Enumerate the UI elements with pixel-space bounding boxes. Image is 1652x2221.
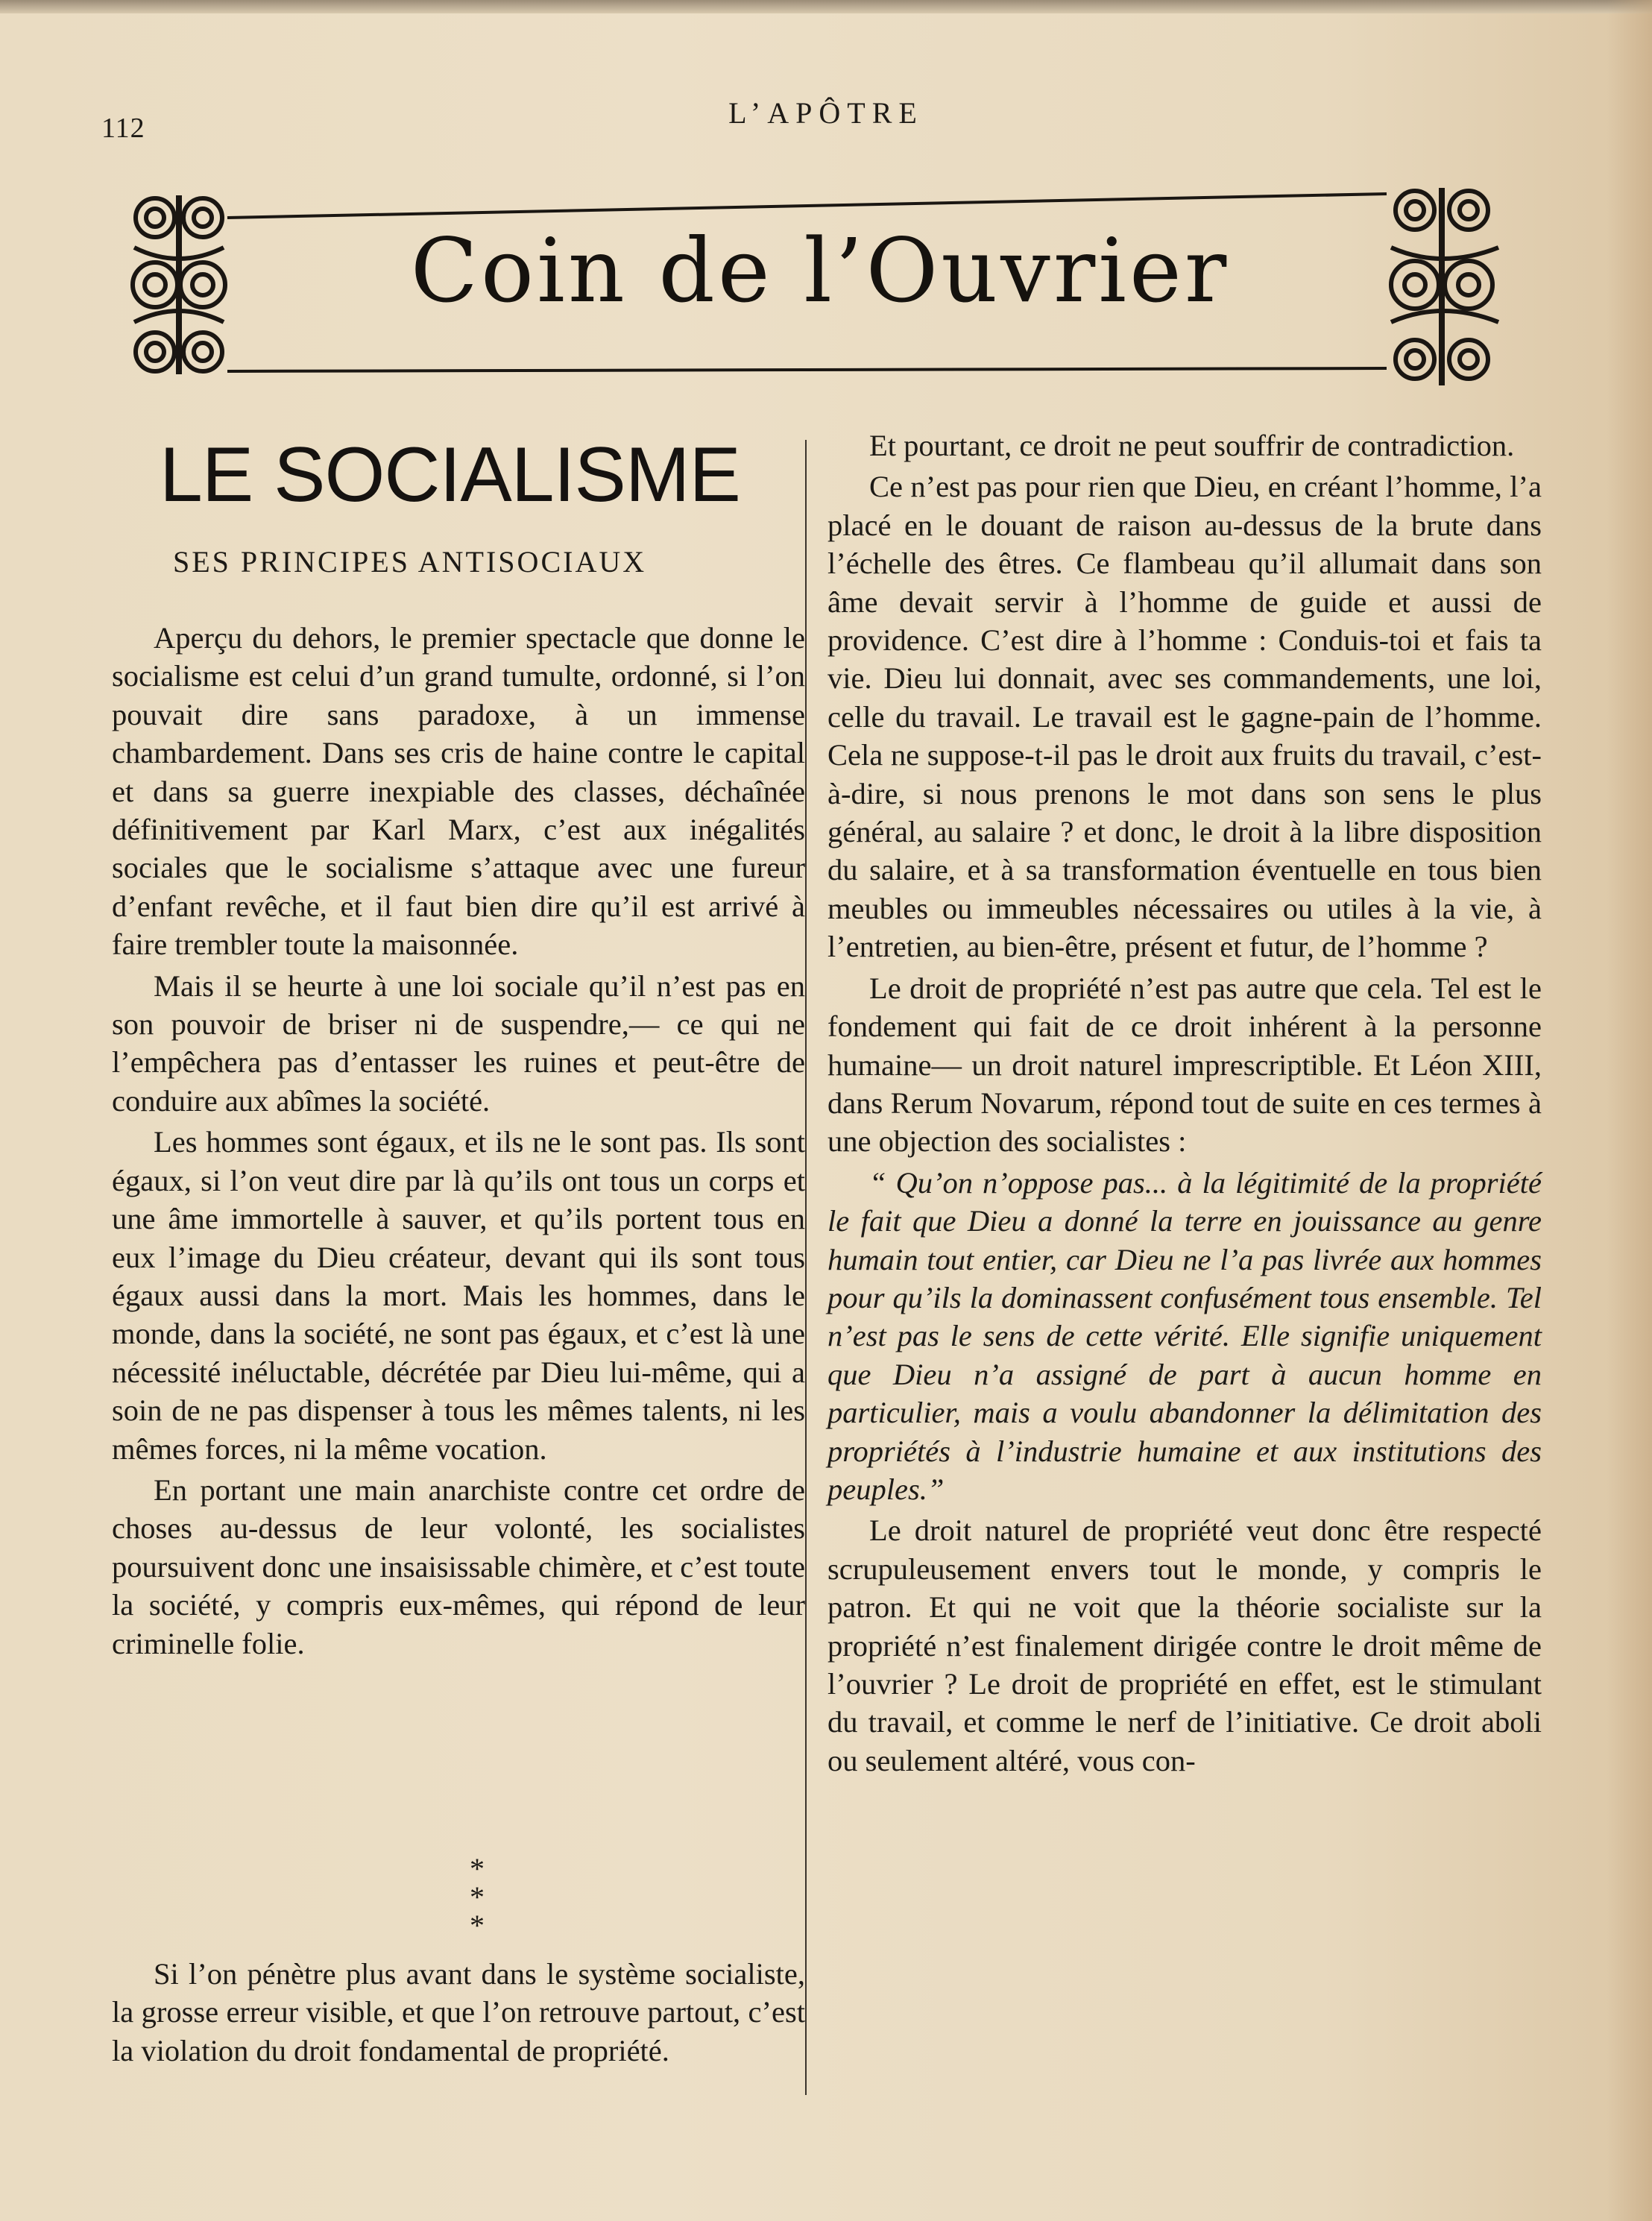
left-paragraph: Aperçu du dehors, le premier spectacle que donne le socialisme est celui d’un grand tumulte, ordonné, si l’on pouvait dire sans paradoxe, à un immense chambardement. Dans ses cris de haine contre le capital et dans sa guerre inexpiable des classes, déchaînée définitivement par Karl Marx, c’est aux inégalités sociales que le socialisme s’attaque avec une fureur d’enfant revêche, et il faut bien dire qu’il est arrivé à faire trembler toute la maisonnée. bbox=[112, 621, 805, 962]
encyclical-quote: “ Qu’on n’oppose pas... à la légitimité de la propriété le fait que Dieu a donné la terre en jouissance au genre humain tout entier, car Dieu ne l’a pas livrée aux hommes pour qu’ils la dominassent confusément tous ensemble. Tel n’est pas le sens de cette vérité. Elle signifie uniquement que Dieu n’a assigné de part à aucun homme en particulier, mais a voulu abandonner la délimitation des propriétés à l’industrie humaine et aux institutions des peuples.” bbox=[827, 1165, 1542, 1506]
left-paragraph: Mais il se heurte à une loi sociale qu’il n’est pas en son pouvoir de briser ni de suspendre,— ce qui ne l’empêchera pas d’entasser les ruines et peut-être de conduire aux abîmes la société. bbox=[112, 968, 805, 1118]
section-break-asterism bbox=[432, 1852, 522, 1942]
right-paragraph: Le droit de propriété n’est pas autre que cela. Tel est le fondement qui fait de ce droit inhérent à la personne humaine— un droit naturel imprescriptible. Et Léon XIII, dans Rerum Novarum, répond tout de suite en ces termes à une objection des socialistes : bbox=[827, 971, 1542, 1159]
page-right-edge-shadow bbox=[1607, 0, 1652, 2221]
right-column bbox=[827, 426, 1542, 1780]
section-banner bbox=[119, 173, 1521, 397]
left-column bbox=[112, 619, 805, 1663]
running-head: L’APÔTRE bbox=[728, 96, 924, 130]
left-paragraph: Les hommes sont égaux, et ils ne le sont pas. Ils sont égaux, si l’on veut dire par là qu’ils ont tous un corps et une âme immortelle à sauver, et qu’ils portent tous en eux l’image du Dieu créateur, devant qui ils sont tous égaux aussi dans la mort. Mais les hommes, dans le monde, dans la société, ne sont pas égaux, et c’est là une nécessité inéluctable, décrétée par Dieu lui-même, qui a soin de ne pas dispenser à tous les mêmes talents, ni les mêmes forces, ni la même vocation. bbox=[112, 1125, 805, 1466]
page-top-edge bbox=[0, 0, 1652, 13]
asterism-bottom: * * bbox=[470, 1880, 504, 1942]
left-paragraph: En portant une main anarchiste contre cet ordre de choses au-dessus de leur volonté, les socialistes poursuivent donc une insaisissable chimère, et c’est toute la société, y compris eux-mêmes, qui répond de leur criminelle folie. bbox=[112, 1472, 805, 1660]
asterism-top: * bbox=[470, 1852, 485, 1886]
banner-title: Coin de l’Ouvrier bbox=[410, 219, 1230, 322]
article-headline: LE SOCIALISME bbox=[160, 432, 740, 518]
banner-bottom-rule bbox=[227, 368, 1387, 371]
left-column-continued bbox=[112, 1955, 805, 2070]
column-divider bbox=[805, 440, 807, 2095]
right-paragraph: Et pourtant, ce droit ne peut souffrir de contradiction. bbox=[869, 429, 1515, 462]
left-paragraph: Si l’on pénètre plus avant dans le système socialiste, la grosse erreur visible, et que l’on retrouve partout, c’est la violation du droit fondamental de propriété. bbox=[112, 1957, 805, 2067]
right-paragraph: Le droit naturel de propriété veut donc être respecté scrupuleusement envers tout le monde, y compris le patron. Et qui ne voit que la théorie socialiste sur la propriété n’est finalement dirigée contre le droit même de l’ouvrier ? Le droit de propriété en effet, est le stimulant du travail, et comme le nerf de l’initiative. Ce droit aboli ou seulement altéré, vous con- bbox=[827, 1513, 1542, 1777]
banner-top-rule bbox=[227, 194, 1387, 218]
article-subhead: SES PRINCIPES ANTISOCIAUX bbox=[173, 545, 647, 579]
right-paragraph: Ce n’est pas pour rien que Dieu, en créant l’homme, l’a placé en le douant de raison au-dessus de la brute dans l’échelle des êtres. Ce flambeau qu’il allumait dans son âme devait servir à l’homme de guide et aussi de providence. C’est dire à l’homme : Conduis-toi et fais ta vie. Dieu lui donnait, avec ses commandements, une loi, celle du travail. Le travail est le gagne-pain de l’homme. Cela ne suppose-t-il pas le droit aux fruits du travail, c’est-à-dire, si nous prenons le mot dans son sens le plus général, au salaire ? et donc, le droit à la libre disposition du salaire, et à sa transformation éventuelle en tous bien meubles ou immeubles nécessaires ou utiles à la vie, à l’entretien, au bien-être, présent et futur, de l’homme ? bbox=[827, 470, 1542, 964]
page-number: 112 bbox=[101, 113, 145, 144]
